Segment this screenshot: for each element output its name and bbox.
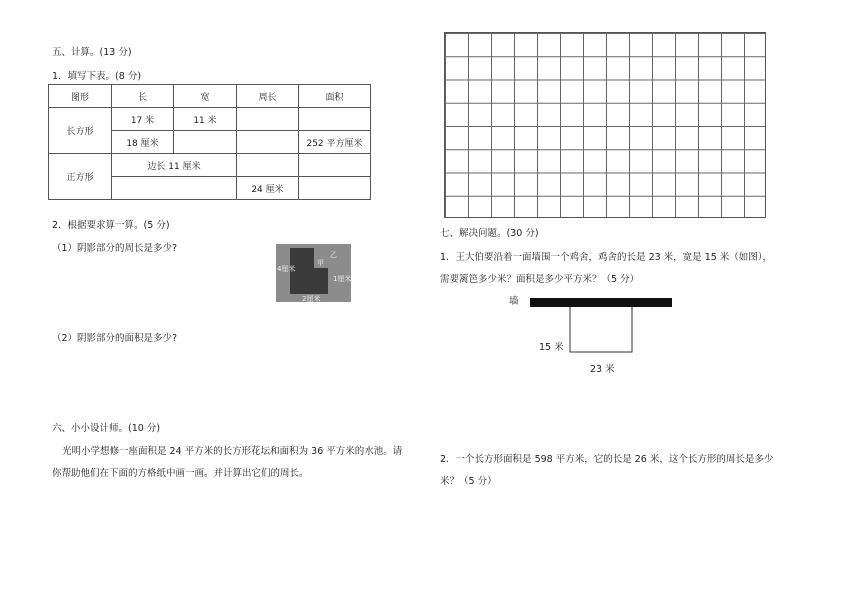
header-area: 面积 xyxy=(299,85,371,108)
table-cell[interactable] xyxy=(174,131,237,154)
section-5-title: 五、计算。(13 分) xyxy=(52,47,132,58)
table-cell[interactable] xyxy=(237,154,299,177)
table-row xyxy=(49,108,371,131)
square-perimeter-cell: 24 厘米 xyxy=(237,177,299,200)
table-header-row xyxy=(49,85,371,108)
rect-label: 长方形 xyxy=(49,108,112,154)
section-7-title: 七、解决问题。(30 分) xyxy=(440,228,539,239)
question-2-1: （1）阴影部分的周长是多少? xyxy=(52,243,178,254)
header-length: 长 xyxy=(112,85,174,108)
table-cell[interactable] xyxy=(237,108,299,131)
figure-label-middle: 甲 xyxy=(317,259,324,267)
table-cell[interactable] xyxy=(237,131,299,154)
header-width: 宽 xyxy=(174,85,237,108)
length-label: 23 米 xyxy=(590,364,615,375)
section-6-text-line-1: 光明小学想修一座面积是 24 平方米的长方形花坛和面积为 36 平方米的水池。请 xyxy=(62,446,403,457)
square-side-cell: 边长 11 厘米 xyxy=(112,154,237,177)
width-label: 15 米 xyxy=(539,342,564,353)
shaded-region-bottom xyxy=(314,268,328,294)
problem-1-line-1: 1．王大伯要沿着一面墙围一个鸡舍，鸡舍的长是 23 米，宽是 15 米（如图）， xyxy=(440,252,773,263)
fill-in-table xyxy=(48,84,371,200)
square-label: 正方形 xyxy=(49,154,112,200)
table-cell[interactable] xyxy=(299,108,371,131)
header-shape: 图形 xyxy=(49,85,112,108)
shaded-figure-image xyxy=(276,244,351,302)
figure-label-right: 1厘米 xyxy=(333,275,352,283)
question-1-title: 1．填写下表。(8 分) xyxy=(52,71,142,82)
figure-label-bottom: 2厘米 xyxy=(302,295,321,303)
figure-label-top-right: 乙 xyxy=(330,251,337,259)
problem-2-line-2: 米？（5 分） xyxy=(440,476,497,487)
wall-bar xyxy=(530,298,672,307)
table-cell: 252 平方厘米 xyxy=(299,131,371,154)
header-perimeter: 周长 xyxy=(237,85,299,108)
table-cell[interactable] xyxy=(299,177,371,200)
section-6-title: 六、小小设计师。(10 分) xyxy=(52,423,161,434)
table-cell: 17 米 xyxy=(112,108,174,131)
section-6-text-line-2: 你帮助他们在下面的方格纸中画一画。并计算出它们的周长。 xyxy=(52,468,309,479)
square-grid-paper[interactable] xyxy=(444,32,766,218)
table-cell[interactable] xyxy=(112,177,237,200)
table-row xyxy=(49,154,371,177)
table-cell: 18 厘米 xyxy=(112,131,174,154)
question-2-2: （2）阴影部分的面积是多少? xyxy=(52,333,178,344)
table-cell[interactable]: 11 米 xyxy=(174,108,237,131)
problem-2-line-1: 2．一个长方形面积是 598 平方米，它的长是 26 米，这个长方形的周长是多少 xyxy=(440,454,774,465)
wall-label: 墙 xyxy=(509,296,519,307)
fence-outline xyxy=(570,307,632,352)
question-2-title: 2．根据要求算一算。(5 分) xyxy=(52,220,170,231)
table-cell[interactable] xyxy=(299,154,371,177)
problem-1-line-2: 需要篱笆多少米？面积是多少平方米？（5 分） xyxy=(440,274,640,285)
figure-label-left: 4厘米 xyxy=(277,265,296,273)
